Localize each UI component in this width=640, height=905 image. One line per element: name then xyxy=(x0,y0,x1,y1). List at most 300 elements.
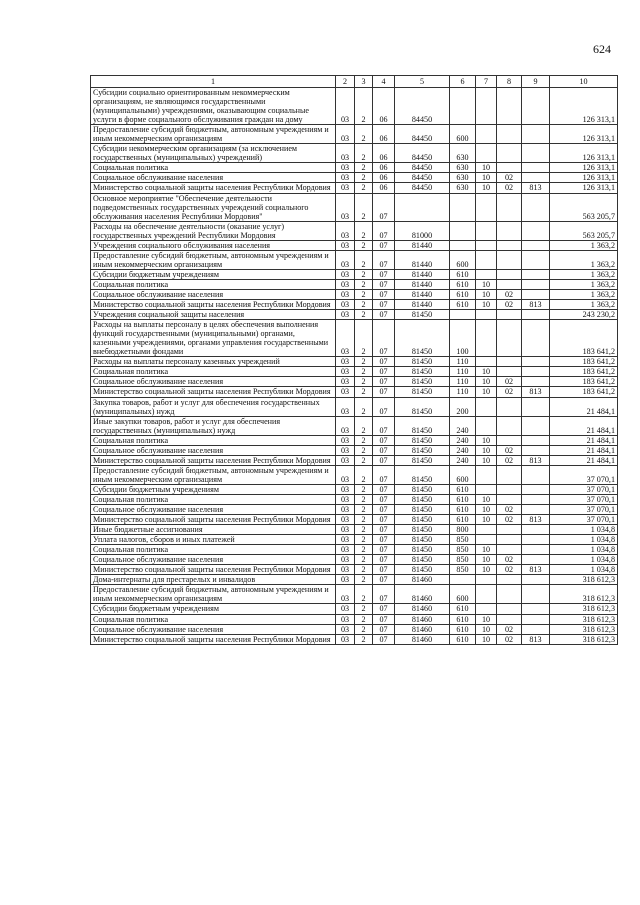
code-col-2-cell: 03 xyxy=(336,397,355,416)
target-code-cell: 81460 xyxy=(395,575,450,585)
ministry-code-cell xyxy=(522,484,550,494)
table-row xyxy=(91,465,618,484)
code-col-3-cell: 2 xyxy=(355,289,373,299)
target-code-cell: 81450 xyxy=(395,565,450,575)
amount-cell: 21 484,1 xyxy=(550,455,618,465)
target-code-cell: 81450 xyxy=(395,435,450,445)
code-col-2-cell: 03 xyxy=(336,250,355,269)
subsection-code-cell: 02 xyxy=(497,565,522,575)
item-name-cell: Социальная политика xyxy=(91,435,336,445)
subsection-code-cell xyxy=(497,357,522,367)
subsection-code-cell xyxy=(497,494,522,504)
ministry-code-cell xyxy=(522,269,550,279)
subsection-code-cell xyxy=(497,250,522,269)
code-col-3-cell: 2 xyxy=(355,445,373,455)
expense-type-code-cell: 610 xyxy=(450,604,476,614)
expense-type-code-cell: 610 xyxy=(450,269,476,279)
subsection-code-cell xyxy=(497,125,522,144)
subsection-code-cell: 02 xyxy=(497,505,522,515)
table-row xyxy=(91,289,618,299)
section-code-cell: 10 xyxy=(476,300,497,310)
code-col-2-cell: 03 xyxy=(336,624,355,634)
code-col-4-cell: 07 xyxy=(373,565,395,575)
code-col-3-cell: 2 xyxy=(355,634,373,644)
subsection-code-cell xyxy=(497,88,522,125)
table-row xyxy=(91,173,618,183)
table-row xyxy=(91,505,618,515)
code-col-2-cell: 03 xyxy=(336,357,355,367)
amount-cell: 243 230,2 xyxy=(550,310,618,320)
section-code-cell: 10 xyxy=(476,387,497,397)
ministry-code-cell xyxy=(522,445,550,455)
expense-type-code-cell: 630 xyxy=(450,173,476,183)
amount-cell: 21 484,1 xyxy=(550,435,618,445)
code-col-3-cell: 2 xyxy=(355,367,373,377)
item-name-cell: Субсидии социально ориентированным некоммерческим организациям, не являющимся государственными (муниципальными) учреждениями, оказывающим социальные услуги в форме социального обслуживания граждан на дому xyxy=(91,88,336,125)
code-col-2-cell: 03 xyxy=(336,494,355,504)
target-code-cell: 81440 xyxy=(395,240,450,250)
code-col-4-cell: 07 xyxy=(373,614,395,624)
code-col-3-cell: 2 xyxy=(355,575,373,585)
code-col-3-cell: 2 xyxy=(355,279,373,289)
code-col-3-cell: 2 xyxy=(355,397,373,416)
target-code-cell: 81450 xyxy=(395,535,450,545)
code-col-4-cell: 07 xyxy=(373,377,395,387)
code-col-3-cell: 2 xyxy=(355,88,373,125)
amount-cell: 1 363,2 xyxy=(550,240,618,250)
ministry-code-cell: 813 xyxy=(522,300,550,310)
table-row xyxy=(91,435,618,445)
amount-cell: 183 641,2 xyxy=(550,320,618,357)
table-row xyxy=(91,240,618,250)
item-name-cell: Социальная политика xyxy=(91,614,336,624)
expense-type-code-cell: 610 xyxy=(450,279,476,289)
code-col-2-cell: 03 xyxy=(336,144,355,163)
target-code-cell: 81450 xyxy=(395,387,450,397)
amount-cell: 126 313,1 xyxy=(550,183,618,193)
subsection-code-cell: 02 xyxy=(497,377,522,387)
expense-type-code-cell: 630 xyxy=(450,183,476,193)
item-name-cell: Предоставление субсидий бюджетным, автономным учреждениям и иным некоммерческим организациям xyxy=(91,585,336,604)
table-body xyxy=(91,88,618,645)
code-col-3-cell: 2 xyxy=(355,193,373,221)
ministry-code-cell: 813 xyxy=(522,565,550,575)
item-name-cell: Социальная политика xyxy=(91,367,336,377)
section-code-cell: 10 xyxy=(476,505,497,515)
ministry-code-cell: 813 xyxy=(522,515,550,525)
target-code-cell: 81450 xyxy=(395,367,450,377)
code-col-4-cell: 07 xyxy=(373,279,395,289)
code-col-3-cell: 2 xyxy=(355,300,373,310)
expense-type-code-cell xyxy=(450,240,476,250)
expense-type-code-cell: 600 xyxy=(450,585,476,604)
item-name-cell: Предоставление субсидий бюджетным, автономным учреждениям и иным некоммерческим организациям xyxy=(91,465,336,484)
code-col-4-cell: 07 xyxy=(373,320,395,357)
item-name-cell: Министерство социальной защиты населения Республики Мордовия xyxy=(91,455,336,465)
code-col-2-cell: 03 xyxy=(336,88,355,125)
section-code-cell xyxy=(476,144,497,163)
item-name-cell: Иные закупки товаров, работ и услуг для обеспечения государственных (муниципальных) нужд xyxy=(91,416,336,435)
amount-cell: 318 612,3 xyxy=(550,634,618,644)
ministry-code-cell xyxy=(522,240,550,250)
code-col-2-cell: 03 xyxy=(336,455,355,465)
code-col-2-cell: 03 xyxy=(336,525,355,535)
expense-type-code-cell: 850 xyxy=(450,555,476,565)
target-code-cell: 81460 xyxy=(395,614,450,624)
code-col-2-cell: 03 xyxy=(336,535,355,545)
amount-cell: 563 205,7 xyxy=(550,221,618,240)
subsection-code-cell xyxy=(497,435,522,445)
section-code-cell xyxy=(476,397,497,416)
code-col-2-cell: 03 xyxy=(336,269,355,279)
code-col-4-cell: 07 xyxy=(373,250,395,269)
table-row xyxy=(91,183,618,193)
ministry-code-cell: 813 xyxy=(522,387,550,397)
expense-type-code-cell: 850 xyxy=(450,545,476,555)
ministry-code-cell xyxy=(522,173,550,183)
amount-cell: 126 313,1 xyxy=(550,163,618,173)
ministry-code-cell xyxy=(522,125,550,144)
ministry-code-cell xyxy=(522,279,550,289)
subsection-code-cell: 02 xyxy=(497,387,522,397)
target-code-cell: 84450 xyxy=(395,144,450,163)
table-row xyxy=(91,357,618,367)
ministry-code-cell: 813 xyxy=(522,634,550,644)
amount-cell: 126 313,1 xyxy=(550,88,618,125)
expense-type-code-cell: 610 xyxy=(450,505,476,515)
code-col-4-cell: 06 xyxy=(373,163,395,173)
ministry-code-cell xyxy=(522,614,550,624)
section-code-cell xyxy=(476,575,497,585)
section-code-cell xyxy=(476,221,497,240)
section-code-cell: 10 xyxy=(476,555,497,565)
code-col-2-cell: 03 xyxy=(336,387,355,397)
section-code-cell xyxy=(476,250,497,269)
expense-type-code-cell: 240 xyxy=(450,435,476,445)
page-number: 624 xyxy=(593,42,611,56)
item-name-cell: Субсидии некоммерческим организациям (за исключением государственных (муниципальных) учреждений) xyxy=(91,144,336,163)
ministry-code-cell xyxy=(522,88,550,125)
code-col-3-cell: 2 xyxy=(355,173,373,183)
item-name-cell: Министерство социальной защиты населения Республики Мордовия xyxy=(91,515,336,525)
column-header: 9 xyxy=(522,76,550,88)
code-col-2-cell: 03 xyxy=(336,193,355,221)
code-col-3-cell: 2 xyxy=(355,250,373,269)
ministry-code-cell xyxy=(522,193,550,221)
section-code-cell xyxy=(476,535,497,545)
ministry-code-cell xyxy=(522,310,550,320)
table-row xyxy=(91,163,618,173)
code-col-4-cell: 07 xyxy=(373,397,395,416)
code-col-4-cell: 07 xyxy=(373,455,395,465)
code-col-4-cell: 06 xyxy=(373,88,395,125)
subsection-code-cell xyxy=(497,310,522,320)
item-name-cell: Социальное обслуживание населения xyxy=(91,624,336,634)
expense-type-code-cell xyxy=(450,310,476,320)
section-code-cell: 10 xyxy=(476,614,497,624)
amount-cell: 126 313,1 xyxy=(550,125,618,144)
target-code-cell: 81450 xyxy=(395,525,450,535)
target-code-cell: 81450 xyxy=(395,445,450,455)
subsection-code-cell: 02 xyxy=(497,455,522,465)
ministry-code-cell xyxy=(522,357,550,367)
expense-type-code-cell: 630 xyxy=(450,163,476,173)
table-row xyxy=(91,535,618,545)
table-row xyxy=(91,416,618,435)
ministry-code-cell xyxy=(522,604,550,614)
subsection-code-cell xyxy=(497,144,522,163)
amount-cell: 563 205,7 xyxy=(550,193,618,221)
item-name-cell: Дома-интернаты для престарелых и инвалидов xyxy=(91,575,336,585)
code-col-2-cell: 03 xyxy=(336,320,355,357)
target-code-cell: 81450 xyxy=(395,377,450,387)
ministry-code-cell xyxy=(522,465,550,484)
subsection-code-cell: 02 xyxy=(497,173,522,183)
target-code-cell: 84450 xyxy=(395,173,450,183)
item-name-cell: Расходы на обеспечение деятельности (оказание услуг) государственных учреждений Республики Мордовия xyxy=(91,221,336,240)
ministry-code-cell xyxy=(522,289,550,299)
expense-type-code-cell: 600 xyxy=(450,250,476,269)
subsection-code-cell xyxy=(497,320,522,357)
target-code-cell: 81460 xyxy=(395,624,450,634)
expense-type-code-cell: 610 xyxy=(450,614,476,624)
column-header: 1 xyxy=(91,76,336,88)
code-col-3-cell: 2 xyxy=(355,310,373,320)
table-row xyxy=(91,445,618,455)
item-name-cell: Учреждения социального обслуживания населения xyxy=(91,240,336,250)
subsection-code-cell: 02 xyxy=(497,515,522,525)
code-col-4-cell: 06 xyxy=(373,144,395,163)
code-col-2-cell: 03 xyxy=(336,289,355,299)
table-row xyxy=(91,250,618,269)
column-header: 6 xyxy=(450,76,476,88)
item-name-cell: Субсидии бюджетным учреждениям xyxy=(91,484,336,494)
table-row xyxy=(91,300,618,310)
code-col-4-cell: 07 xyxy=(373,300,395,310)
item-name-cell: Социальная политика xyxy=(91,163,336,173)
expense-type-code-cell: 200 xyxy=(450,397,476,416)
target-code-cell: 81450 xyxy=(395,494,450,504)
table-row xyxy=(91,320,618,357)
column-header: 4 xyxy=(373,76,395,88)
item-name-cell: Субсидии бюджетным учреждениям xyxy=(91,604,336,614)
code-col-3-cell: 2 xyxy=(355,555,373,565)
code-col-4-cell: 07 xyxy=(373,555,395,565)
table-row xyxy=(91,455,618,465)
table-row xyxy=(91,515,618,525)
target-code-cell: 81460 xyxy=(395,634,450,644)
section-code-cell xyxy=(476,484,497,494)
table-row xyxy=(91,367,618,377)
amount-cell: 21 484,1 xyxy=(550,397,618,416)
target-code-cell: 81450 xyxy=(395,397,450,416)
target-code-cell: 81450 xyxy=(395,357,450,367)
code-col-4-cell: 07 xyxy=(373,435,395,445)
code-col-3-cell: 2 xyxy=(355,624,373,634)
code-col-4-cell: 07 xyxy=(373,367,395,377)
subsection-code-cell: 02 xyxy=(497,624,522,634)
code-col-3-cell: 2 xyxy=(355,240,373,250)
section-code-cell: 10 xyxy=(476,435,497,445)
amount-cell: 183 641,2 xyxy=(550,377,618,387)
code-col-4-cell: 07 xyxy=(373,416,395,435)
target-code-cell: 81450 xyxy=(395,515,450,525)
expense-type-code-cell: 600 xyxy=(450,465,476,484)
table-row xyxy=(91,279,618,289)
code-col-3-cell: 2 xyxy=(355,525,373,535)
table-row xyxy=(91,555,618,565)
code-col-4-cell: 07 xyxy=(373,484,395,494)
ministry-code-cell xyxy=(522,435,550,445)
code-col-2-cell: 03 xyxy=(336,634,355,644)
section-code-cell: 10 xyxy=(476,377,497,387)
item-name-cell: Расходы на выплаты персоналу казенных учреждений xyxy=(91,357,336,367)
subsection-code-cell: 02 xyxy=(497,445,522,455)
section-code-cell: 10 xyxy=(476,367,497,377)
code-col-4-cell: 07 xyxy=(373,240,395,250)
code-col-4-cell: 07 xyxy=(373,387,395,397)
amount-cell: 21 484,1 xyxy=(550,445,618,455)
code-col-4-cell: 07 xyxy=(373,221,395,240)
item-name-cell: Расходы на выплаты персоналу в целях обеспечения выполнения функций государственными (муниципальными) органами, казенными учреждениями, органами управления государственными внебюджетными фондами xyxy=(91,320,336,357)
code-col-2-cell: 03 xyxy=(336,465,355,484)
amount-cell: 183 641,2 xyxy=(550,367,618,377)
expense-type-code-cell: 110 xyxy=(450,357,476,367)
subsection-code-cell xyxy=(497,269,522,279)
code-col-4-cell: 07 xyxy=(373,310,395,320)
target-code-cell: 81450 xyxy=(395,505,450,515)
item-name-cell: Министерство социальной защиты населения Республики Мордовия xyxy=(91,300,336,310)
column-header: 10 xyxy=(550,76,618,88)
code-col-3-cell: 2 xyxy=(355,614,373,624)
item-name-cell: Уплата налогов, сборов и иных платежей xyxy=(91,535,336,545)
subsection-code-cell xyxy=(497,545,522,555)
target-code-cell: 81460 xyxy=(395,604,450,614)
budget-table xyxy=(90,75,618,645)
target-code-cell: 81000 xyxy=(395,221,450,240)
amount-cell: 183 641,2 xyxy=(550,387,618,397)
section-code-cell: 10 xyxy=(476,515,497,525)
table-row xyxy=(91,144,618,163)
code-col-4-cell: 06 xyxy=(373,183,395,193)
amount-cell: 318 612,3 xyxy=(550,575,618,585)
ministry-code-cell xyxy=(522,525,550,535)
code-col-3-cell: 2 xyxy=(355,585,373,604)
target-code-cell: 81440 xyxy=(395,279,450,289)
table-row xyxy=(91,484,618,494)
expense-type-code-cell: 100 xyxy=(450,320,476,357)
table-row xyxy=(91,397,618,416)
code-col-4-cell: 07 xyxy=(373,269,395,279)
code-col-2-cell: 03 xyxy=(336,505,355,515)
subsection-code-cell xyxy=(497,279,522,289)
code-col-2-cell: 03 xyxy=(336,435,355,445)
ministry-code-cell xyxy=(522,250,550,269)
ministry-code-cell xyxy=(522,575,550,585)
header-row xyxy=(91,76,618,88)
amount-cell: 1 034,8 xyxy=(550,525,618,535)
code-col-3-cell: 2 xyxy=(355,565,373,575)
code-col-4-cell: 06 xyxy=(373,125,395,144)
section-code-cell: 10 xyxy=(476,624,497,634)
expense-type-code-cell: 630 xyxy=(450,144,476,163)
code-col-3-cell: 2 xyxy=(355,494,373,504)
section-code-cell: 10 xyxy=(476,183,497,193)
code-col-4-cell: 07 xyxy=(373,585,395,604)
column-header: 5 xyxy=(395,76,450,88)
code-col-2-cell: 03 xyxy=(336,545,355,555)
code-col-4-cell: 07 xyxy=(373,445,395,455)
item-name-cell: Социальная политика xyxy=(91,279,336,289)
item-name-cell: Субсидии бюджетным учреждениям xyxy=(91,269,336,279)
item-name-cell: Социальная политика xyxy=(91,494,336,504)
table-row xyxy=(91,545,618,555)
code-col-3-cell: 2 xyxy=(355,505,373,515)
code-col-3-cell: 2 xyxy=(355,416,373,435)
expense-type-code-cell: 110 xyxy=(450,367,476,377)
ministry-code-cell xyxy=(522,221,550,240)
amount-cell: 21 484,1 xyxy=(550,416,618,435)
code-col-2-cell: 03 xyxy=(336,125,355,144)
table-row xyxy=(91,88,618,125)
subsection-code-cell xyxy=(497,484,522,494)
expense-type-code-cell: 610 xyxy=(450,289,476,299)
code-col-2-cell: 03 xyxy=(336,484,355,494)
section-code-cell: 10 xyxy=(476,279,497,289)
table-row xyxy=(91,575,618,585)
ministry-code-cell xyxy=(522,535,550,545)
section-code-cell xyxy=(476,310,497,320)
column-header: 7 xyxy=(476,76,497,88)
section-code-cell xyxy=(476,416,497,435)
subsection-code-cell xyxy=(497,163,522,173)
target-code-cell: 84450 xyxy=(395,88,450,125)
code-col-4-cell: 07 xyxy=(373,515,395,525)
amount-cell: 1 034,8 xyxy=(550,545,618,555)
code-col-4-cell: 07 xyxy=(373,575,395,585)
ministry-code-cell xyxy=(522,545,550,555)
target-code-cell: 81440 xyxy=(395,289,450,299)
section-code-cell xyxy=(476,269,497,279)
code-col-3-cell: 2 xyxy=(355,221,373,240)
code-col-2-cell: 03 xyxy=(336,173,355,183)
amount-cell: 37 070,1 xyxy=(550,505,618,515)
section-code-cell: 10 xyxy=(476,289,497,299)
section-code-cell: 10 xyxy=(476,565,497,575)
code-col-3-cell: 2 xyxy=(355,455,373,465)
expense-type-code-cell xyxy=(450,575,476,585)
table-row xyxy=(91,494,618,504)
expense-type-code-cell: 610 xyxy=(450,300,476,310)
code-col-4-cell: 07 xyxy=(373,604,395,614)
expense-type-code-cell: 110 xyxy=(450,387,476,397)
amount-cell: 318 612,3 xyxy=(550,585,618,604)
code-col-2-cell: 03 xyxy=(336,221,355,240)
code-col-4-cell: 07 xyxy=(373,505,395,515)
code-col-3-cell: 2 xyxy=(355,515,373,525)
code-col-4-cell: 07 xyxy=(373,634,395,644)
subsection-code-cell xyxy=(497,535,522,545)
code-col-2-cell: 03 xyxy=(336,300,355,310)
ministry-code-cell xyxy=(522,367,550,377)
amount-cell: 126 313,1 xyxy=(550,144,618,163)
subsection-code-cell xyxy=(497,604,522,614)
ministry-code-cell: 813 xyxy=(522,455,550,465)
target-code-cell xyxy=(395,193,450,221)
code-col-3-cell: 2 xyxy=(355,535,373,545)
ministry-code-cell xyxy=(522,377,550,387)
expense-type-code-cell: 600 xyxy=(450,125,476,144)
